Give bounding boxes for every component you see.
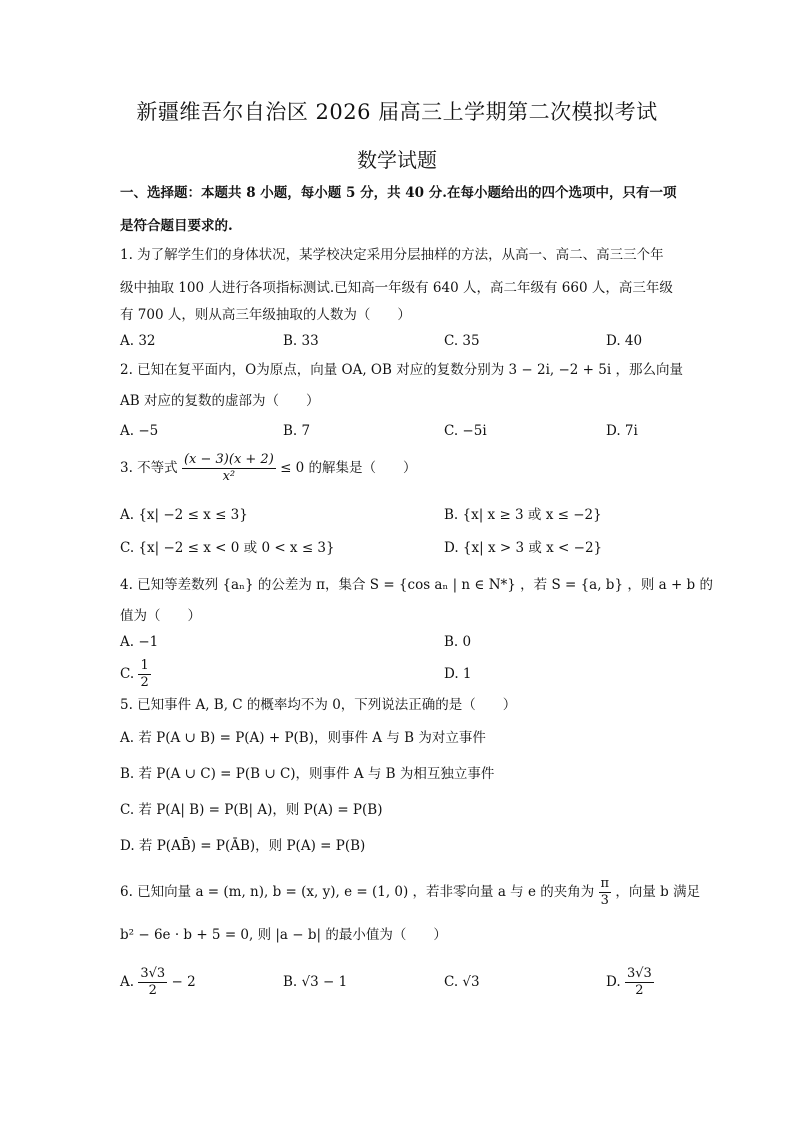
q1-text-line1: 1. 为了解学生们的身体状况，某学校决定采用分层抽样的方法，从高一、高二、高三三个年 (120, 247, 664, 263)
q2-text-line2: AB 对应的复数的虚部为（ ） (120, 393, 320, 409)
q6-option-d-denominator: 2 (635, 983, 644, 998)
q1-option-b: B. 33 (283, 333, 319, 349)
q4-option-d: D. 1 (444, 666, 472, 682)
q6-angle-fraction (599, 876, 612, 909)
q3-option-d: D. {x| x > 3 或 x < −2} (444, 540, 603, 556)
q3-fraction-numerator: (x − 3)(x + 2) (183, 452, 274, 467)
section-heading-line2: 是符合题目要求的. (120, 218, 233, 234)
q4-option-a: A. −1 (120, 634, 159, 650)
q6-option-d (606, 962, 654, 1002)
q4-option-c-fraction (138, 658, 150, 691)
q6-angle-numerator: π (600, 876, 610, 891)
q5-text-line1: 5. 已知事件 A, B, C 的概率均不为 0，下列说法正确的是（ ） (120, 697, 517, 713)
q3-stem (120, 448, 417, 488)
q4-option-c-denominator: 2 (140, 675, 149, 690)
q6-option-b: B. √3 − 1 (283, 974, 348, 990)
q6-option-a-label: A. (120, 974, 135, 990)
q6-text-line1b: ，向量 b 满足 (615, 884, 701, 900)
q3-option-b: B. {x| x ≥ 3 或 x ≤ −2} (444, 507, 602, 523)
q3-fraction (182, 452, 276, 485)
q2-option-a: A. −5 (120, 423, 159, 439)
q2-text-line1: 2. 已知在复平面内，O为原点，向量 OA, OB 对应的复数分别为 3 − 2i, −2 + 5i ，那么向量 (120, 362, 683, 378)
section-heading-line1: 一、选择题：本题共 8 小题，每小题 5 分，共 40 分.在每小题给出的四个选项中，只有一项 (120, 185, 677, 201)
exam-title: 新疆维吾尔自治区 2026 届高三上学期第二次模拟考试 (136, 100, 658, 124)
q4-option-c-numerator: 1 (140, 658, 149, 673)
q6-option-a-fraction (138, 966, 167, 999)
q3-option-a: A. {x| −2 ≤ x ≤ 3} (120, 507, 248, 523)
q6-option-d-label: D. (606, 974, 621, 990)
q6-text-line1 (120, 872, 700, 912)
q6-text-line2: b² − 6e · b + 5 = 0, 则 |a − b| 的最小值为（ ） (120, 927, 447, 943)
q4-option-c-label: C. (120, 666, 135, 682)
q1-option-a: A. 32 (120, 333, 156, 349)
q6-text-line1a: 6. 已知向量 a = (m, n), b = (x, y), e = (1, 0) ，若非零向量 a 与 e 的夹角为 (120, 884, 595, 900)
q6-angle-denominator: 3 (600, 893, 609, 908)
q3-prefix: 3. 不等式 (120, 460, 178, 476)
q6-option-d-fraction (625, 966, 654, 999)
q6-option-d-numerator: 3√3 (626, 966, 652, 981)
q3-fraction-denominator: x² (222, 469, 236, 484)
q5-option-b: B. 若 P(A ∪ C) = P(B ∪ C)，则事件 A 与 B 为相互独立事件 (120, 766, 495, 782)
q2-option-b: B. 7 (283, 423, 311, 439)
q5-option-c: C. 若 P(A| B) = P(B| A)，则 P(A) = P(B) (120, 802, 383, 818)
q4-text-line1: 4. 已知等差数列 {aₙ} 的公差为 π，集合 S = {cos aₙ | n ∈ N*} ，若 S = {a, b} ，则 a + b 的 (120, 577, 713, 593)
q6-option-a (120, 962, 196, 1002)
q1-option-c: C. 35 (444, 333, 480, 349)
q4-option-b: B. 0 (444, 634, 472, 650)
q6-option-a-denominator: 2 (148, 983, 157, 998)
q3-option-c: C. {x| −2 ≤ x < 0 或 0 < x ≤ 3} (120, 540, 335, 556)
exam-subtitle: 数学试题 (357, 148, 437, 172)
q4-option-c (120, 656, 151, 692)
q2-option-d: D. 7i (606, 423, 638, 439)
q1-text-line2: 级中抽取 100 人进行各项指标测试.已知高一年级有 640 人，高二年级有 660 人，高三年级 (120, 280, 673, 296)
q5-option-a: A. 若 P(A ∪ B) = P(A) + P(B)，则事件 A 与 B 为对立事件 (120, 730, 486, 746)
q1-option-d: D. 40 (606, 333, 643, 349)
q6-option-a-tail: − 2 (171, 974, 196, 990)
q6-option-a-numerator: 3√3 (140, 966, 166, 981)
q5-option-d: D. 若 P(AB̄) = P(ĀB)，则 P(A) = P(B) (120, 838, 366, 854)
q1-text-line3: 有 700 人，则从高三年级抽取的人数为（ ） (120, 307, 411, 323)
q6-option-c: C. √3 (444, 974, 480, 990)
q3-suffix: ≤ 0 的解集是（ ） (280, 460, 417, 476)
q2-option-c: C. −5i (444, 423, 487, 439)
q4-text-line2: 值为（ ） (120, 608, 201, 624)
